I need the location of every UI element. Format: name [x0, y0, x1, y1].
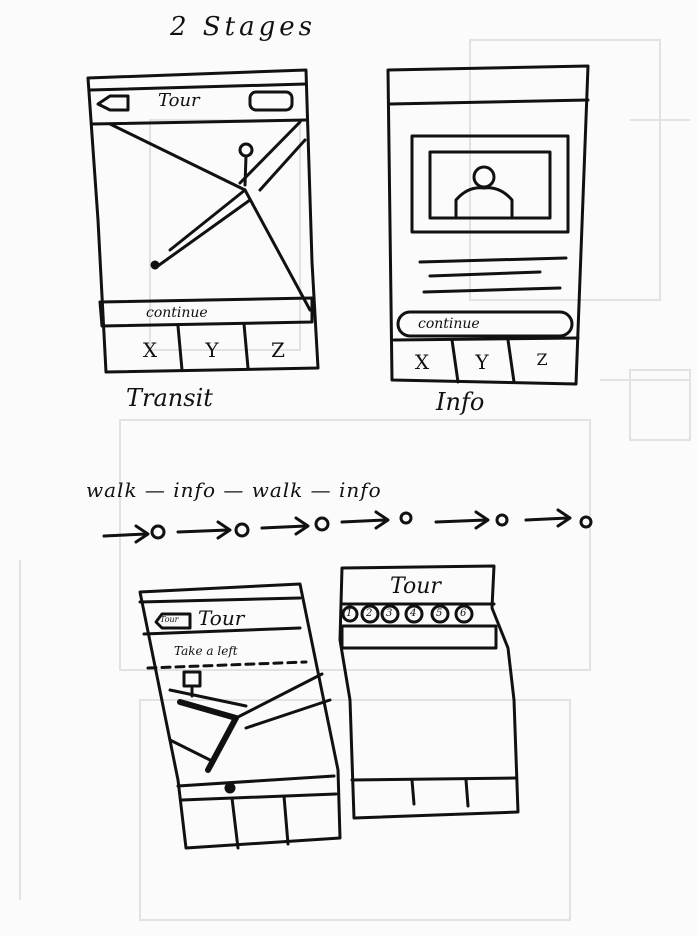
transit-header-title: Tour: [158, 90, 200, 111]
tour-step-2[interactable]: 2: [366, 608, 373, 619]
info-continue-button[interactable]: continue: [418, 316, 480, 332]
transit-label: Transit: [126, 384, 213, 412]
tour-step-6[interactable]: 6: [460, 608, 467, 619]
tour-step-1[interactable]: 1: [346, 608, 353, 619]
tour-step-3[interactable]: 3: [386, 608, 393, 619]
tour-header-title: Tour: [390, 574, 441, 599]
walk-back-button[interactable]: Tour: [160, 615, 179, 624]
transit-continue-button[interactable]: continue: [146, 305, 208, 321]
tour-step-4[interactable]: 4: [410, 608, 417, 619]
flow-text: walk — info — walk — info: [86, 478, 382, 502]
info-tab-x[interactable]: X: [414, 350, 430, 374]
sheet-title: 2 Stages: [170, 12, 316, 42]
info-tab-z[interactable]: Z: [536, 350, 548, 369]
transit-tab-z[interactable]: Z: [271, 338, 285, 362]
walk-header-title: Tour: [198, 606, 245, 630]
tour-step-5[interactable]: 5: [436, 608, 443, 619]
transit-tab-y[interactable]: Y: [205, 338, 219, 362]
transit-tab-x[interactable]: X: [142, 338, 158, 362]
walk-instruction: Take a left: [174, 644, 238, 658]
info-tab-y[interactable]: Y: [475, 350, 489, 374]
info-label: Info: [436, 388, 485, 416]
